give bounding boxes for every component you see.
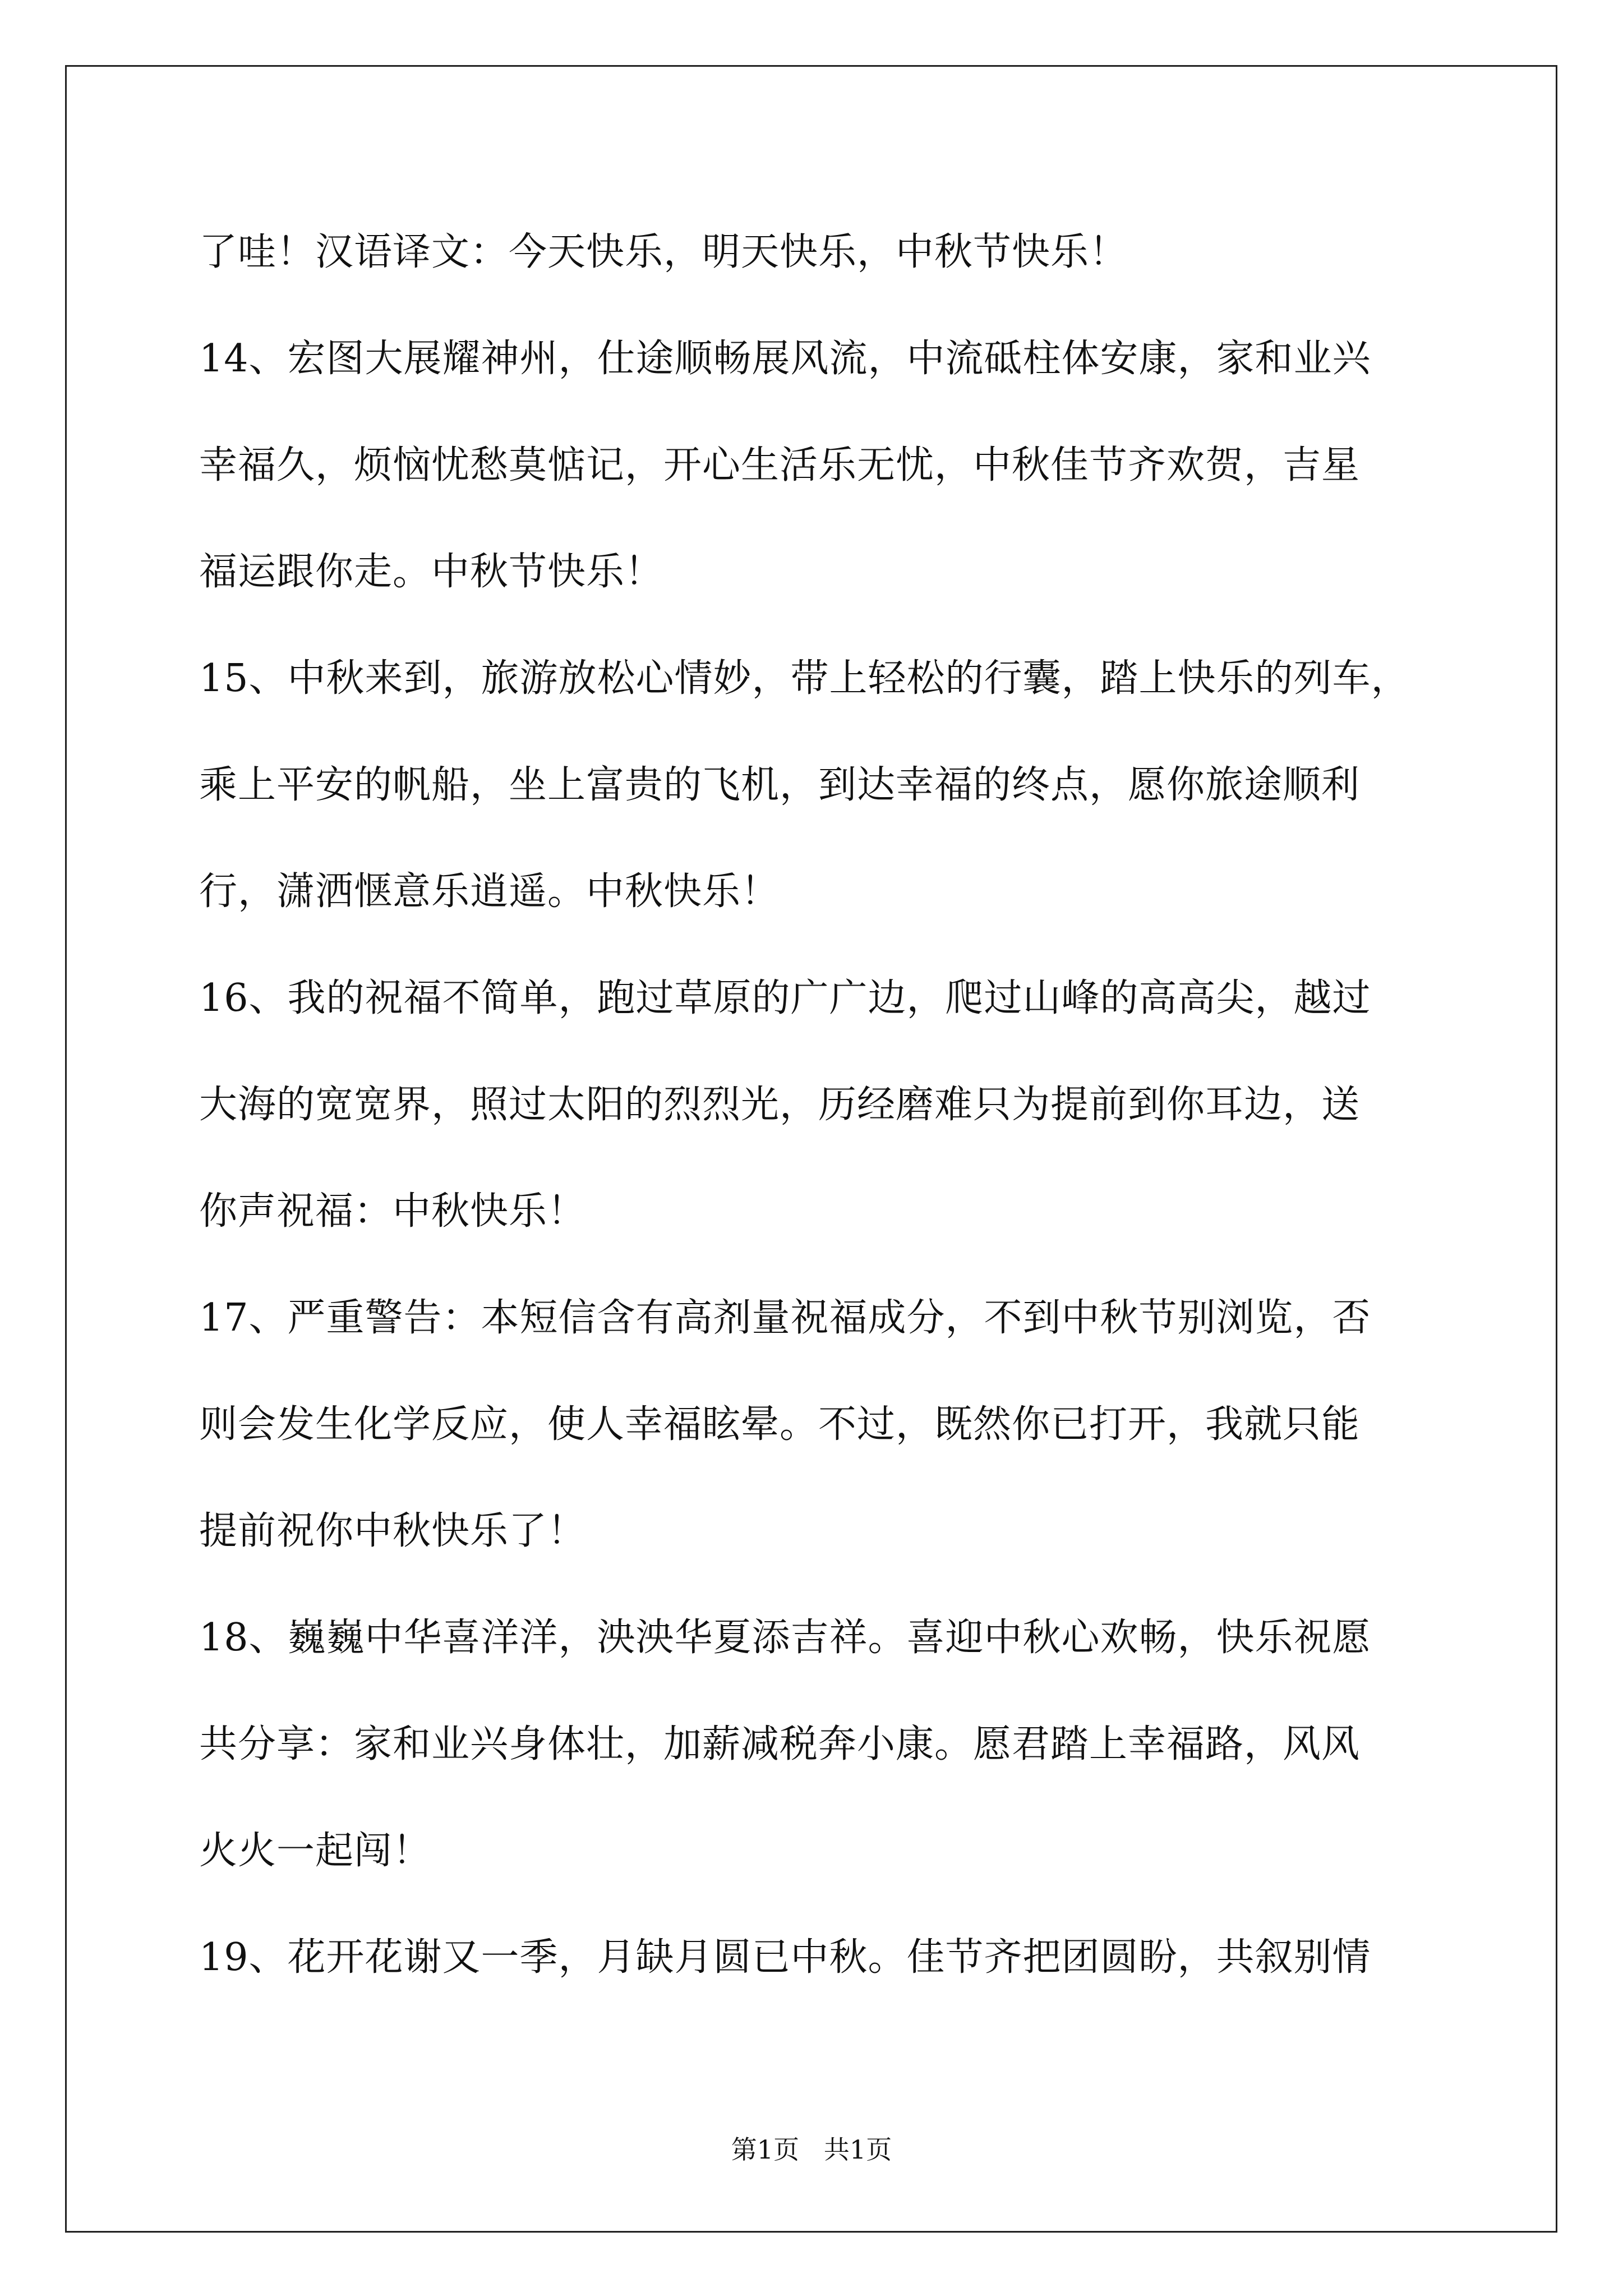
text-line-4: 福运跟你走。中秋节快乐！ (199, 550, 664, 594)
text-line-8: 16、我的祝福不简单，跑过草原的广广边，爬过山峰的高高尖，越过 (199, 976, 1371, 1020)
text-line-7: 行，潇洒惬意乐逍遥。中秋快乐！ (199, 869, 780, 914)
text-line-3: 幸福久，烦恼忧愁莫惦记，开心生活乐无忧，中秋佳节齐欢贺，吉星 (199, 443, 1361, 487)
text-line-13: 提前祝你中秋快乐了！ (199, 1509, 587, 1553)
page-number-footer: 第1页 共1页 (731, 2134, 892, 2165)
text-line-5: 15、中秋来到，旅游放松心情妙，带上轻松的行囊，踏上快乐的列车， (199, 656, 1410, 701)
text-line-1: 了哇！汉语译文：今天快乐，明天快乐，中秋节快乐！ (199, 230, 1128, 274)
text-line-10: 你声祝福：中秋快乐！ (199, 1189, 587, 1234)
text-line-9: 大海的宽宽界，照过太阳的烈烈光，历经磨难只为提前到你耳边，送 (199, 1083, 1361, 1127)
text-line-14: 18、巍巍中华喜洋洋，泱泱华夏添吉祥。喜迎中秋心欢畅，快乐祝愿 (199, 1616, 1371, 1660)
text-line-16: 火火一起闯！ (199, 1829, 432, 1873)
text-line-15: 共分享：家和业兴身体壮，加薪减税奔小康。愿君踏上幸福路，风风 (199, 1722, 1361, 1766)
document-body (199, 222, 1450, 2033)
text-line-6: 乘上平安的帆船，坐上富贵的飞机，到达幸福的终点，愿你旅途顺利 (199, 763, 1361, 807)
text-line-11: 17、严重警告：本短信含有高剂量祝福成分，不到中秋节别浏览，否 (199, 1296, 1371, 1340)
text-line-12: 则会发生化学反应，使人幸福眩晕。不过，既然你已打开，我就只能 (199, 1402, 1361, 1447)
text-line-17: 19、花开花谢又一季，月缺月圆已中秋。佳节齐把团圆盼，共叙别情 (199, 1935, 1371, 1980)
text-line-2: 14、宏图大展耀神州，仕途顺畅展风流，中流砥柱体安康，家和业兴 (199, 337, 1371, 381)
